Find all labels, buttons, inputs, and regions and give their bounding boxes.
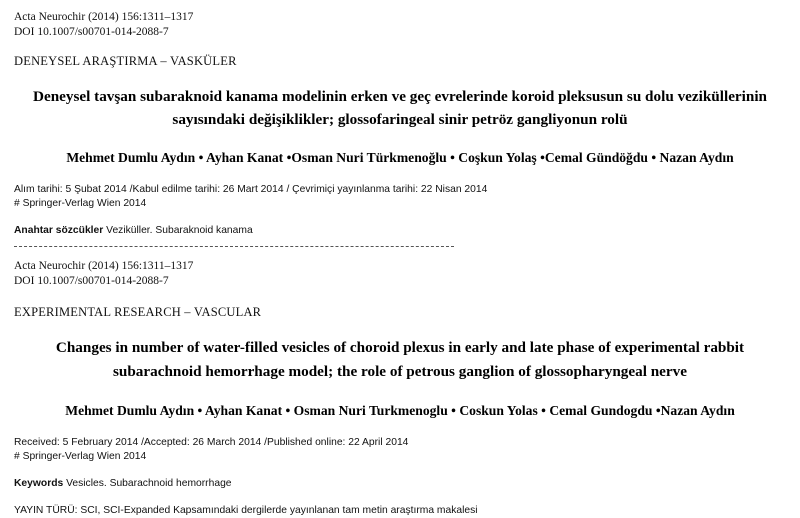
section-label-turkish: DENEYSEL ARAŞTIRMA – VASKÜLER — [14, 54, 237, 68]
author-list-turkish: Mehmet Dumlu Aydın • Ayhan Kanat •Osman Nuri Türkmenoğlu • Coşkun Yolaş •Cemal Gündöğdu • Nazan Aydın — [66, 150, 734, 165]
author-list-english: Mehmet Dumlu Aydın • Ayhan Kanat • Osman Nuri Turkmenoglu • Coskun Yolas • Cemal Gundogdu •Nazan Aydın — [65, 403, 735, 418]
article-title-english: Changes in number of water-filled vesicles of choroid plexus in early and late phase of experimental rabbit subarachnoid hemorrhage model; the role of petrous ganglion of glossopharyngeal nerve — [55, 339, 745, 380]
doi-english: DOI 10.1007/s00701-014-2088-7 — [14, 275, 169, 287]
copyright-turkish: # Springer-Verlag Wien 2014 — [14, 198, 147, 209]
publication-dates-english: Received: 5 February 2014 /Accepted: 26 March 2014 /Published online: 22 April 2014 — [14, 437, 409, 448]
keywords-value-english: Vesicles. Subarachnoid hemorrhage — [66, 478, 232, 489]
copyright-english: # Springer-Verlag Wien 2014 — [14, 451, 147, 462]
keywords-label-english: Keywords — [14, 478, 64, 489]
turkish-section — [14, 10, 786, 247]
journal-citation-turkish: Acta Neurochir (2014) 156:1311–1317 — [14, 11, 194, 23]
keywords-label-turkish: Anahtar sözcükler — [14, 225, 104, 236]
section-divider — [14, 246, 454, 247]
english-section — [14, 259, 786, 518]
journal-citation-english: Acta Neurochir (2014) 156:1311–1317 — [14, 260, 194, 272]
keywords-turkish — [14, 224, 786, 238]
doi-turkish: DOI 10.1007/s00701-014-2088-7 — [14, 26, 169, 38]
keywords-english — [14, 477, 786, 491]
publication-dates-turkish: Alım tarihi: 5 Şubat 2014 /Kabul edilme tarihi: 26 Mart 2014 / Çevrimiçi yayınlanma tarihi: 22 Nisan 2014 — [14, 184, 488, 195]
section-label-english: EXPERIMENTAL RESEARCH – VASCULAR — [14, 305, 262, 319]
keywords-value-turkish: Veziküller. Subaraknoid kanama — [106, 225, 253, 236]
publication-type-note: YAYIN TÜRÜ: SCI, SCI-Expanded Kapsamındaki dergilerde yayınlanan tam metin araştırma makalesi — [14, 505, 478, 516]
article-title-turkish: Deneysel tavşan subaraknoid kanama modelinin erken ve geç evrelerinde koroid pleksusun su dolu veziküllerinin sayısındaki değişiklikler; glossofaringeal sinir petröz gangliyonun rolü — [32, 88, 768, 128]
